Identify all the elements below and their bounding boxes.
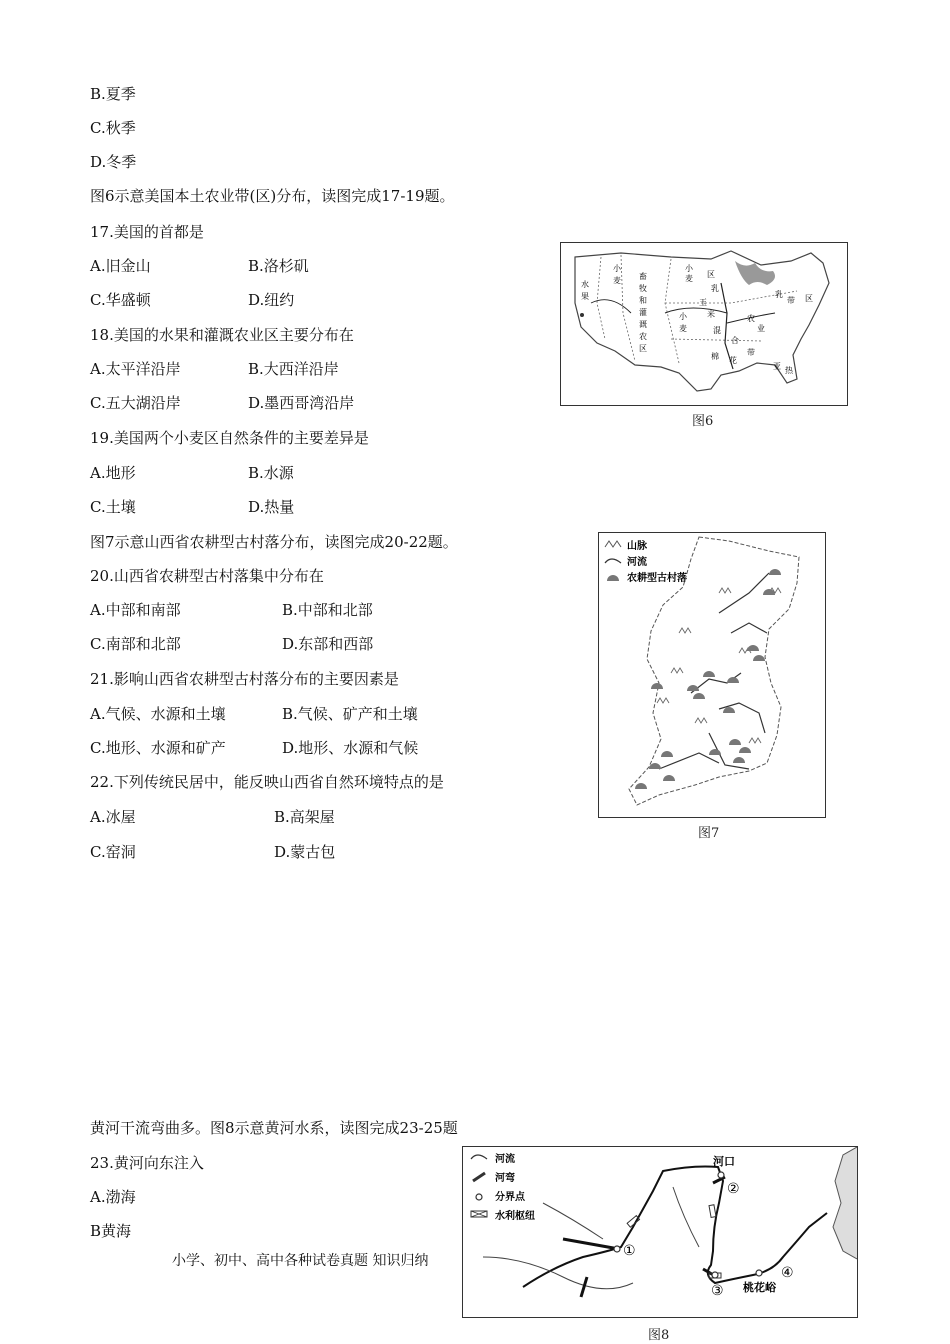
fig6-label-region: 区 — [707, 270, 715, 279]
fig6-label-region-2: 区 — [805, 294, 813, 303]
fig7-map — [598, 532, 826, 818]
fig6-label-ranch-6: 农 — [639, 332, 647, 341]
fig6-label-ranch: 畜 — [639, 272, 647, 281]
fig8-marker-1: ① — [623, 1243, 636, 1259]
q21-option-c: C.地形、水源和矿产 — [90, 739, 226, 757]
q18-option-b: B.大西洋沿岸 — [248, 360, 339, 378]
fig7-legend — [605, 539, 687, 584]
footer-watermark: 小学、初中、高中各种试卷真题 知识归纳 — [172, 1253, 429, 1269]
fig6-label-fruit: 水 — [581, 280, 589, 289]
fig8-marker-3: ③ — [711, 1283, 724, 1299]
fig8-map — [462, 1146, 858, 1318]
q23-stem: 23.黄河向东注入 — [90, 1154, 204, 1172]
q17-option-c: C.华盛顿 — [90, 291, 151, 309]
fig8-legend-bend: 河弯 — [495, 1173, 515, 1184]
fig6-label-wheat-s2: 麦 — [679, 324, 687, 333]
fig8-marker-2: ② — [727, 1181, 740, 1197]
fig7-caption: 图7 — [698, 826, 720, 841]
fig6-label-ranch-7: 区 — [639, 344, 647, 353]
fig6-label-belt: 带 — [747, 348, 755, 357]
q18-stem: 18.美国的水果和灌溉农业区主要分布在 — [90, 326, 354, 344]
q21-option-b: B.气候、矿产和土壤 — [282, 705, 418, 723]
q18-option-c: C.五大湖沿岸 — [90, 394, 181, 412]
q19-stem: 19.美国两个小麦区自然条件的主要差异是 — [90, 429, 369, 447]
q23-option-b: B黄海 — [90, 1222, 132, 1240]
q21-option-d: D.地形、水源和气候 — [282, 739, 419, 757]
fig8-label-taohuayu: 桃花峪 — [743, 1281, 776, 1294]
q17-stem: 17.美国的首都是 — [90, 223, 204, 241]
q22-option-a: A.冰屋 — [90, 808, 136, 826]
q19-option-b: B.水源 — [248, 464, 294, 482]
fig6-label-dairy: 乳 — [711, 284, 719, 293]
q19-option-d: D.热量 — [248, 498, 295, 516]
q21-option-a: A.气候、水源和土壤 — [90, 705, 226, 723]
q21-stem: 21.影响山西省农耕型古村落分布的主要因素是 — [90, 670, 399, 688]
fig6-label-ranch-2: 牧 — [639, 284, 647, 293]
q20-option-c: C.南部和北部 — [90, 635, 181, 653]
fig6-label-wheat-s: 小 — [679, 312, 687, 321]
fig8-legend-river: 河流 — [495, 1154, 515, 1165]
fig7-legend-mountain: 山脉 — [627, 541, 647, 552]
fig8-label-hekou: 河口 — [713, 1155, 735, 1168]
fig6-map — [560, 242, 848, 406]
fig6-label-mixed: 混 — [713, 326, 721, 335]
q22-stem: 22.下列传统民居中，能反映山西省自然环境特点的是 — [90, 773, 444, 791]
q16-option-b: B.夏季 — [90, 85, 136, 103]
fig6-label-wheat-north: 小 — [613, 264, 621, 273]
q18-option-a: A.太平洋沿岸 — [90, 360, 181, 378]
fig8-caption: 图8 — [648, 1328, 670, 1343]
q20-option-d: D.东部和西部 — [282, 635, 374, 653]
q17-option-d: D.纽约 — [248, 291, 295, 309]
fig6-label-mixed-2: 合 — [731, 336, 739, 345]
fig7-legend-river: 河流 — [627, 557, 647, 568]
q20-stem: 20.山西省农耕型古村落集中分布在 — [90, 567, 324, 585]
q20-option-b: B.中部和北部 — [282, 601, 373, 619]
fig6-label-subtrop-2: 热 — [785, 366, 793, 375]
fig6-label-corn: 玉 — [699, 298, 707, 307]
q22-option-d: D.蒙古包 — [274, 843, 336, 861]
q17-option-b: B.洛杉矶 — [248, 257, 309, 275]
q23-option-a: A.渤海 — [90, 1188, 136, 1206]
fig8-legend-dam: 水利枢纽 — [495, 1211, 535, 1222]
q22-option-c: C.窑洞 — [90, 843, 136, 861]
fig8-legend-boundary: 分界点 — [495, 1192, 525, 1203]
q19-option-c: C.土壤 — [90, 498, 136, 516]
fig6-label-ranch-3: 和 — [639, 296, 647, 305]
q18-option-d: D.墨西哥湾沿岸 — [248, 394, 355, 412]
fig6-label-wheat-north-2: 麦 — [613, 276, 621, 285]
q16-option-d: D.冬季 — [90, 153, 137, 171]
fig6-intro: 图6示意美国本土农业带(区)分布，读图完成17-19题。 — [90, 187, 455, 205]
fig6-label-corn-2: 米 — [707, 310, 715, 319]
fig6-label-wheat: 小 — [685, 264, 693, 273]
fig7-intro: 图7示意山西省农耕型古村落分布，读图完成20-22题。 — [90, 533, 458, 551]
fig7-legend-village: 农耕型古村落 — [627, 573, 687, 584]
q20-option-a: A.中部和南部 — [90, 601, 181, 619]
fig8-legend — [471, 1152, 535, 1222]
fig6-label-agri-2: 业 — [757, 324, 765, 333]
fig6-label-agri: 农 — [747, 314, 755, 323]
fig6-label-dairy-2: 乳 — [775, 290, 783, 299]
fig6-label-cotton: 棉 — [711, 352, 719, 361]
fig6-caption: 图6 — [692, 414, 714, 429]
fig6-label-cotton-2: 花 — [729, 356, 737, 365]
q19-option-a: A.地形 — [90, 464, 136, 482]
fig6-label-subtrop: 亚 — [773, 362, 781, 371]
fig8-intro: 黄河干流弯曲多。图8示意黄河水系，读图完成23-25题 — [90, 1119, 458, 1137]
fig6-label-ranch-5: 溉 — [639, 320, 647, 329]
fig8-marker-4: ④ — [781, 1265, 794, 1281]
q16-option-c: C.秋季 — [90, 119, 136, 137]
fig6-label-fruit-2: 果 — [581, 292, 589, 301]
q22-option-b: B.高架屋 — [274, 808, 335, 826]
fig6-label-wheat-2: 麦 — [685, 274, 693, 283]
q17-option-a: A.旧金山 — [90, 257, 151, 275]
fig6-label-belt-2: 带 — [787, 296, 795, 305]
fig6-label-ranch-4: 灌 — [639, 308, 647, 317]
